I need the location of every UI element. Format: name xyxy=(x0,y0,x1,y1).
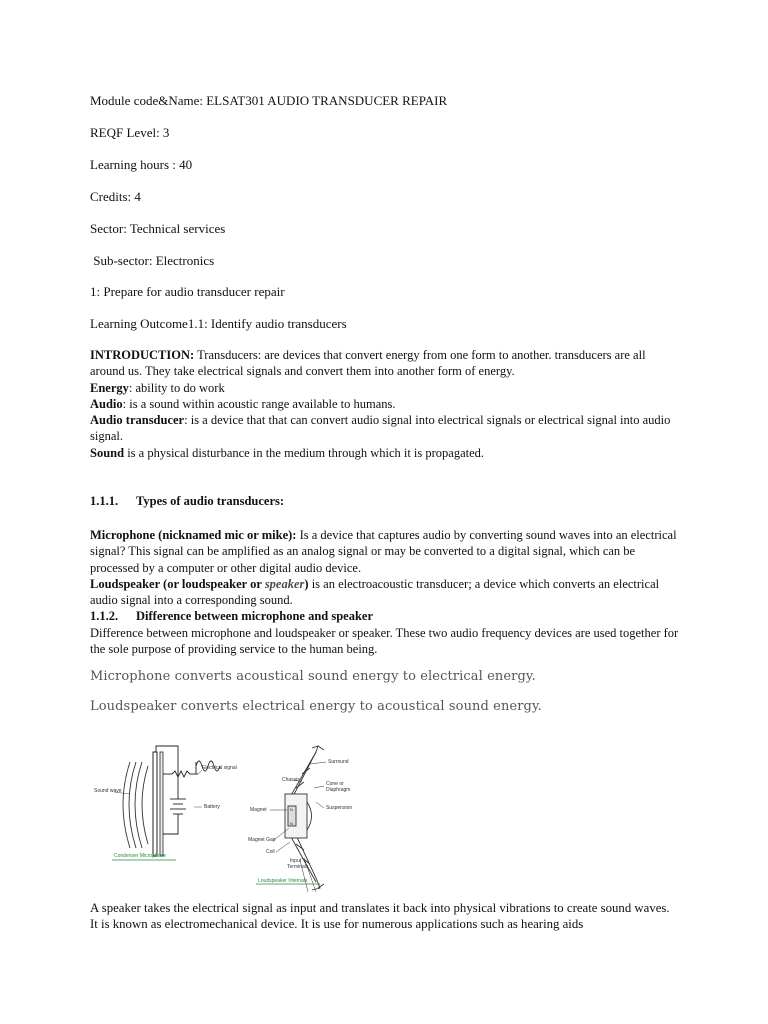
transducer-types-block xyxy=(90,527,680,657)
audio-transducer-label: Audio transducer xyxy=(90,413,185,428)
sound-wave-arcs xyxy=(123,762,148,848)
section-number: 1.1.2. xyxy=(90,609,119,624)
sound-definition xyxy=(90,445,680,461)
section-title: Difference between microphone and speaker xyxy=(136,609,374,624)
closing-paragraph: A speaker takes the electrical signal as input and translates it back into physical vibrations to create sound waves. It is known as electromechanical device. It is use for numerous applications such as hearing aids xyxy=(90,901,670,931)
svg-text:N: N xyxy=(290,807,293,812)
energy-text: : ability to do work xyxy=(128,380,225,395)
credits: Credits: 4 xyxy=(90,189,141,204)
sound-wave-label: Sound wave xyxy=(94,788,122,794)
chassis-label: Chassis xyxy=(282,777,300,783)
magnet-gap-label: Magnet Gap xyxy=(248,837,276,843)
speaker-word: speaker xyxy=(264,576,305,591)
microphone-label: Microphone (nicknamed mic or mike): xyxy=(90,528,297,542)
audio-transducer-text: : is a device that that can convert audio signal into electrical signals or electrical signal into audio signal. xyxy=(90,413,671,444)
section-number: 1.1.1. xyxy=(90,494,119,508)
microphone-paragraph xyxy=(90,527,680,576)
energy-definition xyxy=(90,380,680,396)
cone-label: Cone or xyxy=(326,781,344,787)
learning-hours: Learning hours : 40 xyxy=(90,157,193,172)
terminals-label: Terminals xyxy=(287,864,309,870)
sector: Sector: Technical services xyxy=(90,221,226,236)
sound-label: Sound xyxy=(90,445,125,460)
magnet-label: Magnet xyxy=(250,807,267,813)
audio-definition xyxy=(90,396,680,412)
microphone-converts-statement: Microphone converts acoustical sound energy to electrical energy. xyxy=(90,669,536,684)
loudspeaker-text: is an electroacoustic transducer; a device which converts an electrical audio signal into a corresponding sound. xyxy=(90,576,660,608)
loudspeaker-label-end: ) xyxy=(304,576,309,591)
unit-title: 1: Prepare for audio transducer repair xyxy=(90,284,285,299)
svg-text:N: N xyxy=(290,821,293,826)
transducer-diagram-graphic xyxy=(90,744,390,894)
introduction-block xyxy=(90,347,680,461)
microphone-text: Is a device that captures audio by converting sound waves into an electrical signal? This signal can be amplified as an analog signal or may be converted to a digital signal, which can be processed by a computer or other digital audio device. xyxy=(90,528,677,575)
section-title: Types of audio transducers: xyxy=(136,494,285,508)
sub-sector: Sub-sector: Electronics xyxy=(90,253,215,268)
introduction-label: INTRODUCTION: xyxy=(90,348,195,362)
energy-label: Energy xyxy=(90,380,129,395)
audio-label: Audio xyxy=(90,396,123,411)
loudspeaker-label-start: Loudspeaker (or loudspeaker or xyxy=(90,576,265,591)
difference-paragraph: Difference between microphone and loudspeaker or speaker. These two audio frequency devices are used together for the sole purpose of providing service to the human being. xyxy=(90,625,679,657)
loudspeaker-label xyxy=(90,577,309,591)
diaphragm-label: Diaphragm xyxy=(326,787,351,793)
section-heading-types xyxy=(90,494,284,509)
loudspeaker-converts-statement: Loudspeaker converts electrical energy to acoustical sound energy. xyxy=(90,699,542,714)
transducer-figure xyxy=(90,744,390,894)
loudspeaker-internals-caption: Loudspeaker Internals xyxy=(258,878,308,884)
input-label: Input xyxy=(290,858,302,864)
suspension-label: Suspension xyxy=(326,805,353,811)
reqf-level: REQF Level: 3 xyxy=(90,125,170,140)
loudspeaker-paragraph xyxy=(90,576,680,609)
section-heading-difference xyxy=(90,608,680,624)
audio-transducer-definition xyxy=(90,412,680,445)
introduction-paragraph xyxy=(90,347,680,380)
module-code-name: Module code&Name: ELSAT301 AUDIO TRANSDUCER REPAIR xyxy=(90,93,448,108)
sound-text: is a physical disturbance in the medium through which it is propagated. xyxy=(124,445,485,460)
introduction-text: Transducers: are devices that convert energy from one form to another. transducers are all around us. They take electrical signals and convert them into another form of energy. xyxy=(90,348,646,379)
learning-outcome: Learning Outcome1.1: Identify audio transducers xyxy=(90,316,347,331)
audio-text: : is a sound within acoustic range available to humans. xyxy=(122,396,396,411)
electrical-signal-label: Electrical signal xyxy=(202,765,237,771)
surround-label: Surround xyxy=(328,759,349,765)
coil-label: Coil xyxy=(266,849,275,855)
condenser-microphone-caption: Condenser Microphone xyxy=(114,853,166,859)
battery-label: Battery xyxy=(204,804,220,810)
